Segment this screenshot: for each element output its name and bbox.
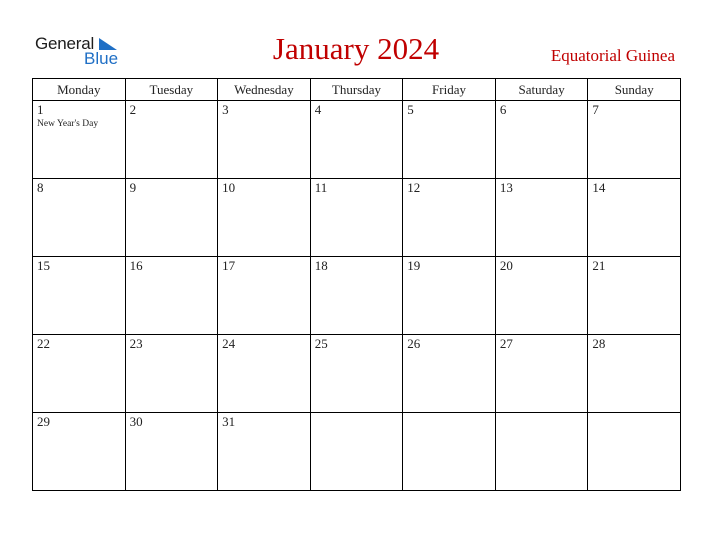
day-number: 6 <box>499 102 507 117</box>
day-cell <box>495 413 588 491</box>
weekday-header: Friday <box>403 79 496 101</box>
day-number: 13 <box>499 180 513 195</box>
day-number: 3 <box>222 102 229 117</box>
day-cell <box>403 179 496 257</box>
day-cell <box>588 179 681 257</box>
day-cell <box>588 257 681 335</box>
day-number: 31 <box>222 414 236 429</box>
day-cell <box>218 101 311 179</box>
day-number: 21 <box>592 258 606 273</box>
weekday-header: Saturday <box>495 79 588 101</box>
day-number: 8 <box>37 180 44 195</box>
day-cell <box>403 101 496 179</box>
day-cell <box>33 413 126 491</box>
week-row <box>33 335 681 413</box>
day-number: 22 <box>37 336 50 351</box>
day-cell <box>588 101 681 179</box>
day-cell <box>310 257 403 335</box>
day-cell <box>310 179 403 257</box>
day-cell <box>125 257 218 335</box>
day-cell <box>33 257 126 335</box>
day-number: 25 <box>314 336 328 351</box>
day-cell <box>125 335 218 413</box>
day-cell <box>218 257 311 335</box>
day-cell <box>218 179 311 257</box>
country-name: Equatorial Guinea <box>550 46 675 65</box>
weekday-header: Wednesday <box>218 79 311 101</box>
weekday-header: Monday <box>33 79 126 101</box>
holiday-label: New Year's Day <box>37 119 99 129</box>
day-cell <box>495 101 588 179</box>
day-cell <box>403 257 496 335</box>
week-row <box>33 179 681 257</box>
week-row <box>33 101 681 179</box>
weekday-header-row <box>33 79 681 101</box>
logo-text-blue: Blue <box>84 49 119 68</box>
day-number: 24 <box>222 336 236 351</box>
day-cell <box>310 335 403 413</box>
weekday-header: Sunday <box>588 79 681 101</box>
day-number: 20 <box>499 258 513 273</box>
day-cell <box>588 335 681 413</box>
calendar-title: January 2024 <box>272 31 440 66</box>
weekday-header: Thursday <box>310 79 403 101</box>
day-cell <box>310 101 403 179</box>
day-number: 19 <box>407 258 421 273</box>
day-number <box>496 413 588 415</box>
day-number: 1 <box>37 102 44 117</box>
day-cell <box>403 413 496 491</box>
day-number <box>403 413 495 415</box>
day-number: 7 <box>592 102 599 117</box>
day-number <box>311 413 403 415</box>
day-cell <box>125 101 218 179</box>
day-cell <box>310 413 403 491</box>
day-number: 4 <box>314 102 322 117</box>
day-cell <box>33 101 126 179</box>
day-cell <box>33 179 126 257</box>
week-row <box>33 257 681 335</box>
day-cell <box>495 257 588 335</box>
day-number: 28 <box>592 336 606 351</box>
day-number: 14 <box>592 180 606 195</box>
day-number: 18 <box>314 258 328 273</box>
day-number: 26 <box>407 336 421 351</box>
day-cell <box>218 413 311 491</box>
logo-text-general: General <box>35 34 95 53</box>
day-cell <box>218 335 311 413</box>
day-number <box>588 413 680 415</box>
weekday-header: Tuesday <box>125 79 218 101</box>
day-number: 10 <box>222 180 236 195</box>
week-row <box>33 413 681 491</box>
day-number: 30 <box>129 414 143 429</box>
day-number: 2 <box>129 102 137 117</box>
day-cell <box>588 413 681 491</box>
day-number: 15 <box>37 258 50 273</box>
calendar-grid <box>32 78 681 491</box>
day-number: 27 <box>499 336 513 351</box>
day-number: 9 <box>129 180 137 195</box>
day-cell <box>125 413 218 491</box>
day-number: 23 <box>129 336 143 351</box>
day-cell <box>495 179 588 257</box>
day-cell <box>33 335 126 413</box>
day-cell <box>403 335 496 413</box>
day-cell <box>125 179 218 257</box>
day-number: 11 <box>314 180 328 195</box>
day-number: 29 <box>37 414 50 429</box>
day-number: 12 <box>407 180 421 195</box>
day-number: 5 <box>407 102 414 117</box>
day-number: 17 <box>222 258 236 273</box>
day-number: 16 <box>129 258 143 273</box>
day-cell <box>495 335 588 413</box>
